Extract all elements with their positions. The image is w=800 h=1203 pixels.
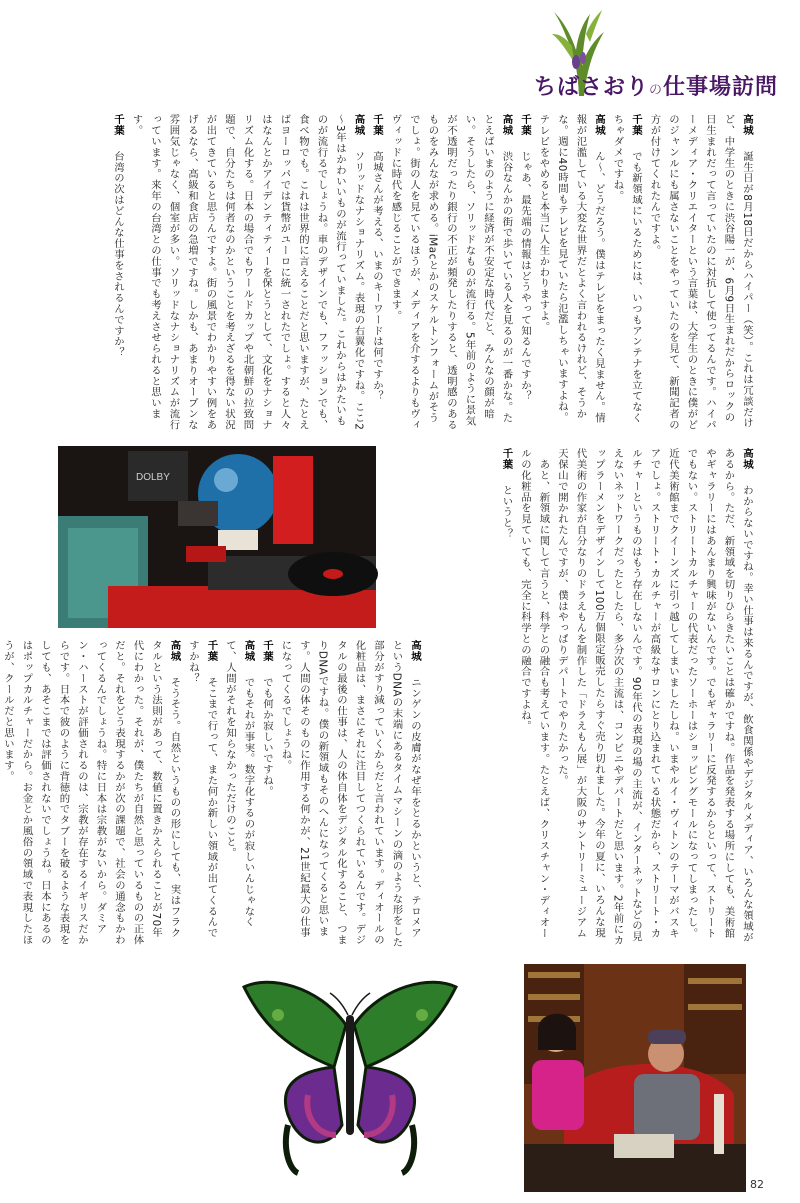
- speaker-label: 千葉: [261, 640, 273, 673]
- interview-photo: [524, 964, 746, 1192]
- dialogue-paragraph: [497, 448, 516, 948]
- dialogue-text: ん～、どうだろう。僕はテレビをまったく見ません。情報が氾濫している大変な世界だとよく言われるけれど、そうかな。週に40時間もテレビを見ていたら氾濫しちゃいますよね。テレビをやめると本当に人生かわりますよ。: [537, 114, 605, 424]
- dialogue-paragraph: [0, 640, 184, 948]
- speaker-label: 千葉: [500, 448, 513, 481]
- dialogue-text: でも何か寂しいですね。: [261, 676, 273, 797]
- speaker-label: 高城: [409, 640, 421, 673]
- lower-text-block: [2, 640, 424, 948]
- speaker-label: 高城: [352, 114, 365, 147]
- speaker-label: 高城: [741, 448, 753, 481]
- svg-text:DOLBY: DOLBY: [136, 472, 170, 483]
- middle-text-block: [454, 448, 756, 948]
- title-rest: 仕事場訪問: [662, 75, 778, 100]
- upper-text-block: [58, 114, 756, 432]
- dialogue-paragraph: [608, 114, 645, 432]
- dialogue-paragraph: [516, 114, 535, 432]
- dialogue-text: 渋谷なんかの街で歩いている人を見るのが一番かな。たとえばいまのように経済が不安定な時代だと、みんなの顔が暗い。そうしたら、ソリッドなものが流行る。5年前のように景気が不透明だったり銀行の不正が頻発したりすると、透明感のあるものをみんなが求める。iMacとかのスケルトンフォームがそうでしょ。街の人を見ているほうが、メディアを介するよりもヴィヴィッドに時代を感じることができます。: [389, 114, 513, 431]
- dialogue-paragraph: [109, 114, 128, 432]
- dialogue-text: ソリッドなナショナリズム。表現の右翼化ですね。ここ2～3年はかわいいものが流行っていました。これからはかたいものが流行るでしょうね。車のデザインでも、ファッションでも、食べ物でも。これは世界的に言えることだと思いますが、たとえばヨーロッパでは貨幣がユーロに統一されたでしょ。すると人々はなんとかアイデンティティーを保とうとして、文化をナショナリズム化する。日本の場合でもワールドカップや北朝鮮の拉致問題で、自分たちは何者なのかということを考えざるを得ない状況が出てきていると思うんですよ。街の風景でわかりやすい例をあげるなら、高級和食店の急増ですね。しかも、あまりオープンな雰囲気じゃなく、個室が多い。ソリッドなナショナリズムが流行っています。来年の台湾との仕事でも考えさせられると思います。: [130, 114, 365, 431]
- dialogue-paragraph: [516, 448, 553, 948]
- dialogue-text: 台湾の次はどんな仕事をされるんですか？: [112, 150, 124, 358]
- dialogue-text: ニンゲンの皮膚がなぜ年をとるかというと、テロメアというDNAの末端にあるタイムマシーンの滴のような形をした部分がすり減っていくからだと言われています。ディオールの化粧品は、まさにそれに注目してつくられているんです。デジタルの最後の仕事は、人の体自体をデジタル化すること、つまりDNAですね。僕の新領域もそのへんになってくると思います。人間の体そのものに作用する何かが、21世紀最大の仕事になってくるでしょうね。: [279, 640, 421, 948]
- dialogue-text: あと、新領域に関して言うと、科学との融合も考えています。たとえば、クリスチャン・ディオールの化粧品を見ていても、完全に科学との融合ですよね。: [519, 448, 550, 939]
- butterfly-illustration: [238, 975, 462, 1175]
- dialogue-text: そこまで行って、また何か新しい領域が出てくるんですかね？: [187, 640, 218, 939]
- dialogue-paragraph: [276, 640, 424, 948]
- dialogue-text: わからないですね。幸い仕事は来るんですが、飲食関係やデジタルメディア、いろんな領域があるから。ただ、新領域を切りひらきたいことは確かですね。作品を発表する場所にしても、美術館やギャラリーにはあんまり興味がないんです。でもギャラリーに反発するからといって、ストリートでもない。ストリートカルチャーの代表だったソーホーはショッピングモールになってしまったし。近代美術館までクイーンズに引っ越してしまいましたしね。いまやルイ・ヴィトンのテーマがバスキアでしょ。ストリート・カルチャーが高級なサロンにとり込まれている状態だから、ストリート・カルチャーというものはもう存在しないんです。90年代の表現の場の主流が、インターネットなどの見えないネットワークだったとしたら、多分次の主流は、コンビニやデパートだと思います。2年前にカップラーメンをデザインして100万個限定販売したらすぐ売り切れました。今年の夏に、いろんな現代美術の作家が自分なりのドラえもんを制作した「ドラえもん展」が大阪のサントリーミュージアム天保山で開かれたんですが、僕はやっぱりデパートでやりたかった。: [556, 448, 753, 946]
- dialogue-text: でも新領域にいるためには、いつもアンテナを立てなくちゃダメですね。: [611, 114, 642, 424]
- page-title: [534, 70, 778, 101]
- speaker-label: 千葉: [112, 114, 124, 147]
- speaker-label: 高城: [242, 640, 255, 673]
- dialogue-paragraph: [386, 114, 516, 432]
- speaker-label: 高城: [168, 640, 181, 673]
- speaker-label: 千葉: [519, 114, 531, 147]
- speaker-label: 高城: [500, 114, 513, 147]
- dialogue-paragraph: [127, 114, 368, 432]
- dialogue-text: でもそれが事実。数字化するのが寂しいんじゃなくて、人間がそれを知らなかっただけのこと。: [224, 640, 255, 928]
- dialogue-paragraph: [221, 640, 258, 948]
- speaker-label: 高城: [741, 114, 753, 147]
- dialogue-text: そうそう。自然というものの形にしても、実はフラクタルという法則があって、数値に置きかえられることが70年代にわかった。それが、僕たちが自然と思っているものの正体だと。それをどう表現するかが次の課題で、社会の通念もかわってくるんでしょうね。特に日本は宗教がないから。ダミアン・ハーストが評価されるのは、宗教が存在するイギリスだからです。日本で彼のように背徳的でタブーを破るような表現をしても、あそこまでは評価されないでしょうね。日本にあるのはポップカルチャーだから。お金とか風俗の領域で表現したほうが、クールだと思います。: [2, 640, 181, 946]
- dialogue-paragraph: [258, 640, 277, 948]
- dialogue-paragraph: [645, 114, 756, 432]
- dialogue-paragraph: [184, 640, 221, 948]
- dialogue-text: というと？: [500, 484, 513, 540]
- speaker-label: 千葉: [205, 640, 218, 673]
- title-name: ちばさおり: [533, 75, 649, 100]
- speaker-label: 高城: [593, 114, 605, 147]
- dialogue-text: 誕生日が8月18日だからハイパー（笑）。これは冗談だけど、中学生のときに渋谷陽一が、6月9日生まれだからロックの日生まれだって言っていたのに対抗して使ってるんです。ハイパーメディア・クリエイターという言葉は、大学生のときに僕がどのジャンルにも属さないことをやっていたのを見て、新聞記者の方が付けてくれたんですよ。: [648, 114, 753, 431]
- dialogue-paragraph: [368, 114, 387, 432]
- dialogue-text: 高城さんが考える、いまのキーワードは何ですか？: [371, 150, 383, 402]
- speaker-label: 千葉: [371, 114, 383, 147]
- speaker-label: 千葉: [630, 114, 642, 147]
- dialogue-paragraph: [534, 114, 608, 432]
- dialogue-text: じゃあ、最先端の情報はどうやって知るんですか？: [519, 150, 531, 402]
- dialogue-paragraph: [553, 448, 757, 948]
- studio-photo: [58, 446, 376, 628]
- page-number: 82: [750, 1178, 764, 1191]
- title-particle: の: [648, 83, 663, 98]
